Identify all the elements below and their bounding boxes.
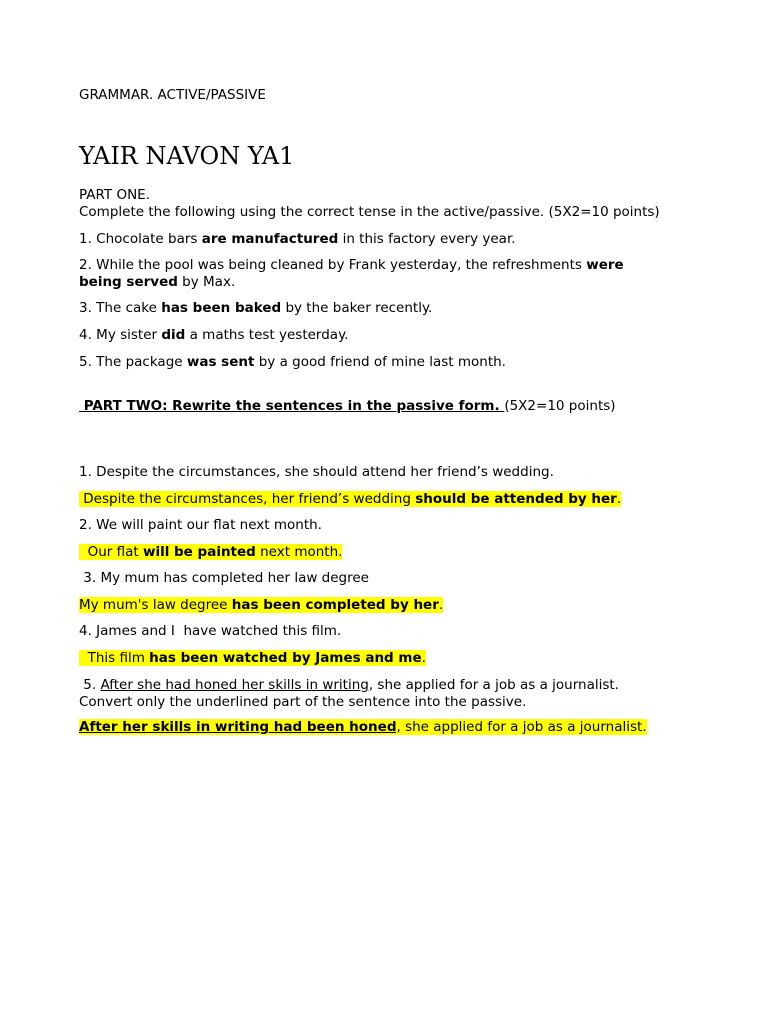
part-two-question-1: 1. Despite the circumstances, she should attend her friend’s wedding. [79,464,554,480]
answer-text: . [616,491,622,507]
part-one-item-5 [79,354,506,371]
answer-passive: should be attended by her [415,491,617,507]
part-two-answer-2 [79,544,342,561]
answer-text: , she applied for a job as a journalist. [396,719,647,735]
part-two-question-3: 3. My mum has completed her law degree [79,570,369,586]
item-answer: were [586,257,624,273]
answer-text: My mum's law degree [79,597,232,613]
item-answer: being served [79,274,178,290]
item-text: by Max. [177,274,236,290]
answer-text: Our flat [79,544,143,560]
part-one-item-3 [79,300,432,317]
part-two-question-5-instruction: Convert only the underlined part of the sentence into the passive. [79,694,527,710]
answer-passive: has been watched by James and me [149,650,422,666]
item-text: by a good friend of mine last month. [254,354,506,370]
item-text: by the baker recently. [281,300,433,316]
item-text: 3. The cake [79,300,162,316]
item-text: 5. The package [79,354,187,370]
part-two-answer-3 [79,597,443,614]
item-text: 4. My sister [79,327,162,343]
answer-passive: will be painted [142,544,256,560]
part-two-question-4: 4. James and I have watched this film. [79,623,342,639]
part-two-question-5 [79,677,619,694]
item-answer: has been baked [161,300,282,316]
item-answer: are manufactured [201,231,339,247]
answer-text: . [438,597,444,613]
answer-text: . [421,650,426,666]
item-answer: was sent [186,354,255,370]
item-text: a maths test yesterday. [185,327,349,343]
part-one-item-2-cont [79,274,235,291]
part-two-answer-1 [79,491,621,508]
answer-text: next month. [255,544,343,560]
part-one-instruction: Complete the following using the correct tense in the active/passive. (5X2=10 points) [79,204,660,220]
document-title: YAIR NAVON YA1 [79,142,295,170]
part-two-question-2: 2. We will paint our flat next month. [79,517,322,533]
part-two-heading: PART TWO: Rewrite the sentences in the passive form. [79,398,505,414]
part-two-answer-4 [79,650,426,667]
item-text: 2. While the pool was being cleaned by Frank yesterday, the refreshments [79,257,587,273]
part-two-heading-line [79,398,616,415]
part-one-item-2 [79,257,624,274]
item-answer: did [161,327,186,343]
question-underlined: After she had honed her skills in writing [100,677,369,693]
part-one-item-1 [79,231,516,248]
answer-passive: After her skills in writing had been honed [79,719,397,735]
answer-text: Despite the circumstances, her friend’s wedding [79,491,416,507]
part-two-points: (5X2=10 points) [504,398,616,414]
question-text: 5. [79,677,101,693]
part-two-answer-5 [79,719,647,736]
item-text: in this factory every year. [338,231,516,247]
document-header: GRAMMAR. ACTIVE/PASSIVE [79,87,266,103]
part-one-item-4 [79,327,348,344]
question-text: , she applied for a job as a journalist. [368,677,619,693]
part-one-heading: PART ONE. [79,187,150,203]
answer-text: This film [79,650,150,666]
item-text: 1. Chocolate bars [79,231,202,247]
answer-passive: has been completed by her [231,597,439,613]
